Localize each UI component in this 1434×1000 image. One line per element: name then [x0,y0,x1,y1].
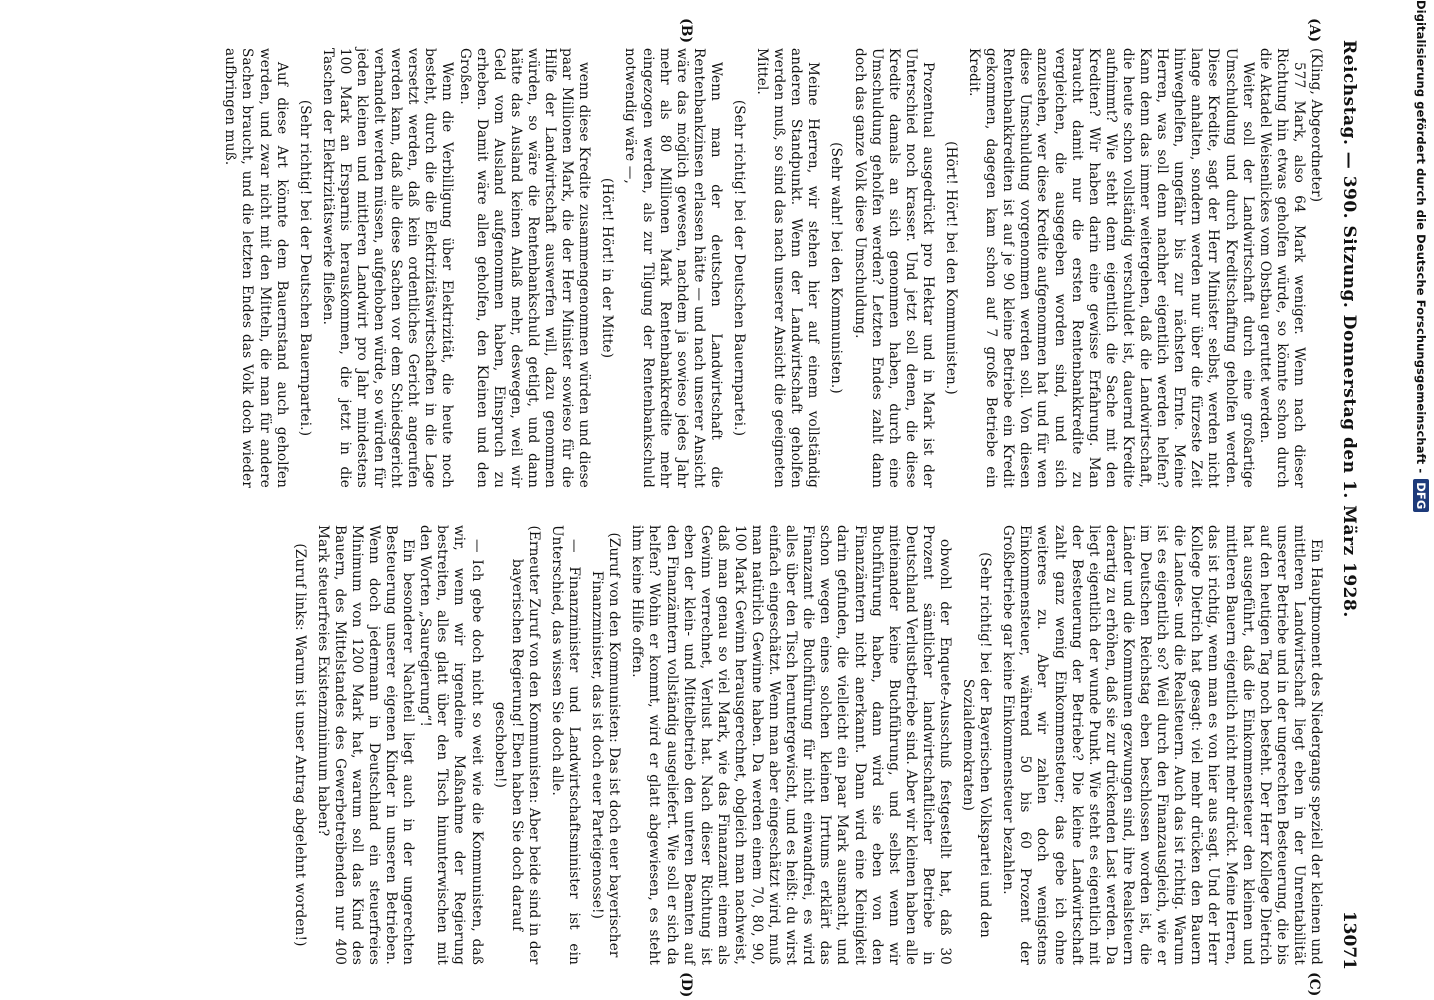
paragraph: Prozentual ausgedrückt pro Hektar und in Mark ist der Unterschied noch krasser. Und jetzt soll denen, die diese Kredite damals an sich genommen haben, durch eine Umschuldung geholfen werden? Letzten Endes zahlt dann doch das ganze Volk diese Umschuldung. [851,48,936,488]
interjection: (Sehr wahr! bei den Kommunisten.) [828,142,845,394]
digitization-footer [1408,0,1434,1000]
paragraph: — Ich gebe doch nicht so weit wie die Kommunisten, daß wir, wenn wir irgendeine Maßnahme der Regierung bestreiten, alles glatt über den Tisch hinunterwischen mit den Worten „Sauregierung“! [417,525,485,965]
paragraph: Wenn die Verbilligung über Elektrizität, die heute noch besteht, durch die die Elektrizitätswirtschaften in die Lage versetzt werden, daß kein ordentliches Gericht angerufen werden kann, daß alle diese Sachen vor dem Schiedsgericht verhandelt werden müssen, aufgehoben würde, so würden für jeden kleinen und mittleren Landwirt pro Jahr mindestens 100 Mark an Ersparnis herauskommen, die jetzt in die Taschen der Elektrizitätswerke fließen. [319,48,456,488]
paragraph: Auf diese Art könnte dem Bauernstand auch geholfen werden, und zwar nicht mit den Mitteln, die man für andere Sachen braucht, und die letzten Endes das Volk doch wieder aufbringen muß. [222,48,290,488]
paragraph: Ein Hauptmoment des Niedergangs speziell der kleinen und mittleren Landwirtschaft liegt eben in der Unrentabilität unserer Betriebe und in der ungerechten Besteuerung, die bis auf den heutigen Tag noch besteht. Der Herr Kollege Dietrich hat ausgeführt, daß die Einkommensteuer den kleinen und mittleren Bauern eigentlich nicht mehr drückt. Meine Herren, das ist richtig, wenn man es von hier aus sagt. Und der Herr Kollege Dietrich hat gesagt: viel mehr drücken den Bauern die Landes- und die Realsteuern. Auch das ist richtig. Warum ist es eigentlich so? Weil durch den Finanzausgleich, wie er im Deutschen Reichstag eben beschlossen worden ist, die Länder und die Kommunen gezwungen sind, ihre Realsteuern derartig zu erhöhen, daß sie zur drückenden Last werden. Da liegt eigentlich der wunde Punkt. Wie steht es eigentlich mit der Besteuerung der Betriebe? Die kleine Landwirtschaft zahlt ganz wenig Einkommensteuer; das gebe ich ohne weiteres zu. Aber wir zahlen doch wenigstens Einkommensteuer, während 50 bis 60 Prozent der Großbetriebe gar keine Einkommensteuer bezahlen. [1000,525,1324,965]
paragraph: Ein besonderer Nachteil liegt auch in der ungerechten Besteuerung unserer eigenen Kinder in unseren Betrieben. Wenn doch jedermann in Deutschland ein steuerfreies Minimum von 1200 Mark hat, warum soll das Kind des Bauern, des Mittelstandes des Gewerbetreibenden nur 400 Mark steuerfreies Existenzminimum haben? [314,525,417,965]
dfg-logo: DFG [1413,479,1429,512]
paragraph: wenn diese Kredite zusammengenommen würden und diese paar Millionen Mark, die der Herr Minister sowieso für die Hilfe der Landwirtschaft auswerfen will, dazu genommen würden, so wäre die Rentenbankschuld getilgt, und dann hätte das Ausland keinen Anlaß mehr, deswegen, weil wir Geld vom Ausland aufgenommen haben, Einspruch zu erheben. Damit wäre allen geholfen, den Kleinen und den Großen. [456,48,593,488]
paragraph: obwohl der Enquete-Ausschuß festgestellt hat, daß 30 Prozent sämtlicher landwirtschaftlicher Betriebe in Deutschland Verlustbetriebe sind. Aber wir kleinen haben alle miteinander keine Buchführung, und selbst wenn wir Buchführung haben, dann wird sie eben von den Finanzämtern nicht anerkannt. Dann wird eine Kleinigkeit darin gefunden, die vielleicht ein paar Mark ausmacht, und schon wegen eines solchen kleinen Irrtums erklärt das Finanzamt die Buchführung für nicht einwandfrei, es wird alles über den Tisch heruntergewischt, und es heißt: du wirst einfach eingeschätzt. Wenn man aber eingeschätzt wird, muß man natürlich Gewinne haben. Da werden einem 70, 80, 90, 100 Mark Gewinn herausgerechnet, obgleich man nachweist, daß man genau so viel Mark, wie das Finanzamt einem als Gewinn verrechnet, Verlust hat. Nach dieser Richtung ist eben der klein- und Mittelbetrieb den unteren Beamten auf den Finanzämtern vollständig ausgeliefert. Wie soll er sich da helfen? Wohin er kommt, wird er glatt abgewiesen, es steht ihm keine Hilfe offen. [629,525,954,965]
page-number: 13071 [1339,910,1359,970]
interjection: (Hört! Hört! in der Mitte) [599,177,616,359]
interjection: (Zuruf von den Kommunisten: Das ist doch euer bayerischer Finanzminister, das ist doch euer Parteigenosse!) [589,532,623,958]
paragraph: Weiter soll der Landwirtschaft durch eine großartige Umschuldung und durch Kreditschaffung geholfen werden. Diese Kredite, sagt der Herr Minister selbst, werden nicht lange anhalten, sondern werden nur über die fürzeste Zeit hinweghelfen, ungefähr bis zur nächsten Ernte. Meine Herren, was soll denn nachher eigentlich werden helfen? Kann denn das immer weitergehen, daß die Landwirtschaft, die heute schon vollständig verschuldet ist, dauernd Kredite aufnimmt? Wie steht denn eigentlich die Sache mit den Krediten? Wir haben darin eine gewisse Erfahrung. Man braucht damit nur die ersten Rentenbankkredite zu vergleichen, die ausgegeben worden sind, und sich anzusehen, wer diese Kredite aufgenommen hat und für wen diese Umschuldung vorgenommen werden soll. Von diesen Rentenbankkrediten ist auf je 90 kleine Betriebe ein Kredit gekommen, dagegen kam schon auf 7 große Betriebe ein Kredit. [966,48,1256,488]
column-right [285,525,1324,965]
paragraph: — Finanzminister und Landwirtschaftsminister ist ein Unterschied, das wissen Sie doch alle. [548,525,583,965]
page-header [1336,40,1362,970]
margin-mark-d: (D) [678,972,694,998]
interjection: (Hört! Hört! bei den Kommunisten.) [943,141,960,395]
column-left [221,48,1324,488]
speaker-line: (Kling, Abgeordneter) [1308,48,1324,203]
interjection: (Zuruf links: Warum ist unser Antrag abgelehnt worden!) [291,543,308,947]
interjection: (Sehr richtig! bei der Deutschen Bauernpartei.) [296,99,313,437]
interjection: (Erneuter Zuruf von den Kommunisten: Aber beide sind in der bayerischen Regierung! Eben haben Sie doch darauf geschoben!) [491,525,542,965]
margin-mark-c: (C) [1306,972,1322,997]
interjection: (Sehr richtig! bei der Bayerischen Volkspartei und den Sozialdemokraten) [960,552,994,938]
paragraph: 577 Mark, also 64 Mark weniger. Wenn nach dieser Richtung hin etwas geholfen würde, so könnte schon durch die Aktadel Weisenlickes vom Obstbau geruttet werden. [1256,48,1307,488]
paragraph: Meine Herren, wir stehen hier auf einem vollständig anderen Standpunkt. Wenn der Landwirtschaft geholfen werden muß, so sind das nach unserer Ansicht die geeigneten Mittel. [754,48,822,488]
paragraph: Wenn man der deutschen Landwirtschaft die Rentenbankzinsen erlassen hätte — und nach unserer Ansicht wäre das möglich gewesen, nachdem ja sowieso jedes Jahr mehr als 80 Millionen Mark Rentenbankkredite mehr eingezogen werden, als zur Tilgung der Rentenbankschuld notwendig wäre —, [622,48,724,488]
margin-mark-a: (A) [1306,18,1322,43]
footer-text: Digitalisierung gefördert durch die Deutsche Forschungsgemeinschaft - [1414,0,1428,474]
running-title: Reichstag. — 390. Sitzung. Donnerstag den 1. März 1928. [1339,40,1359,618]
interjection: (Sehr richtig! bei der Deutschen Bauernpartei.) [731,99,747,437]
margin-mark-b: (B) [678,18,694,44]
